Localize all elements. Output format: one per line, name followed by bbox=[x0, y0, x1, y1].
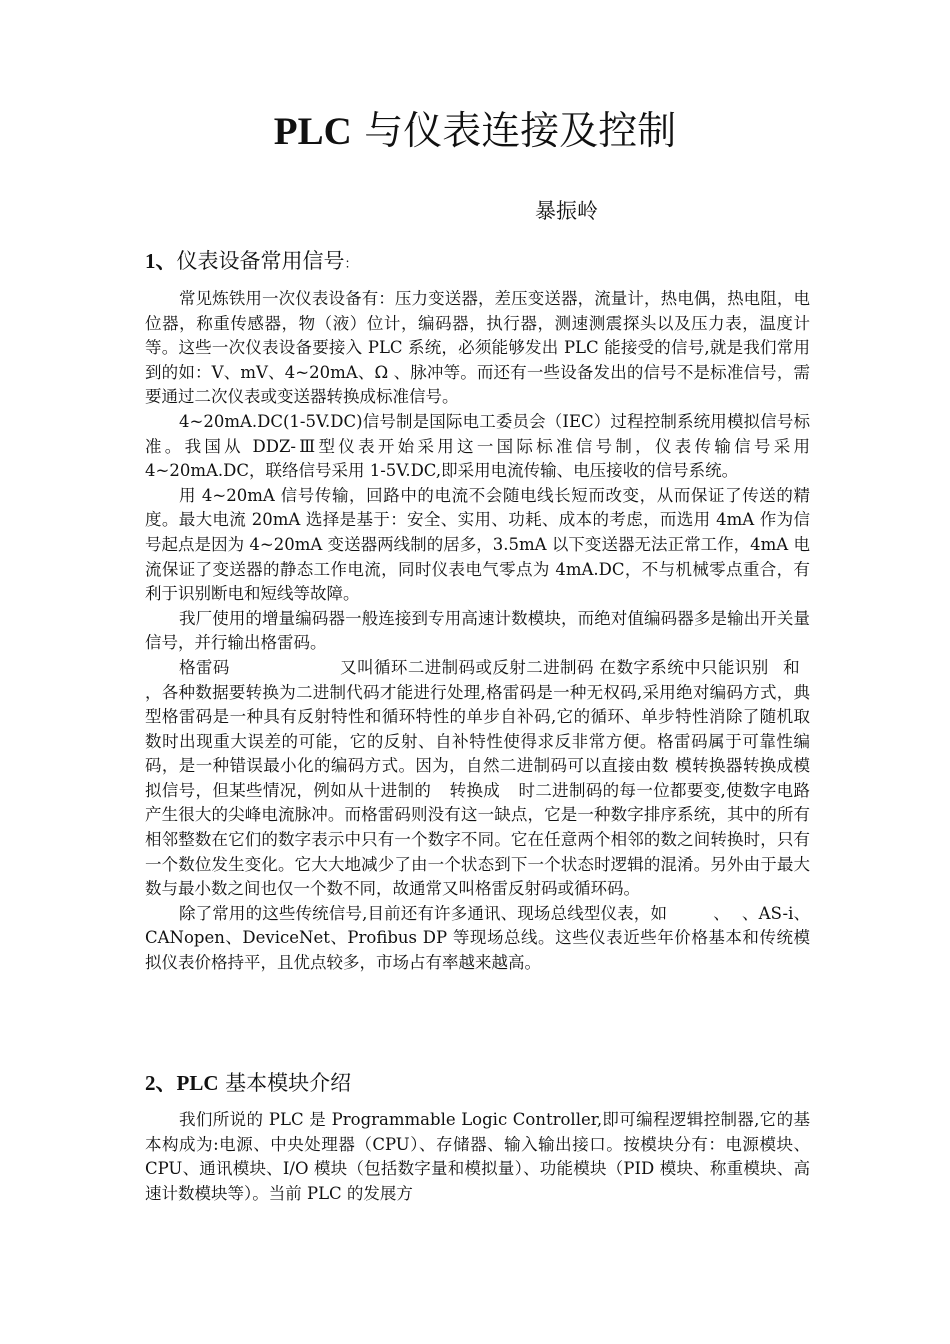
section-2-heading bbox=[145, 1068, 351, 1098]
section-1-heading bbox=[145, 246, 358, 280]
section-2-heading-text: 基本模块介绍 bbox=[218, 1071, 352, 1095]
section-2-body bbox=[145, 1108, 810, 1206]
section-1-body bbox=[145, 287, 810, 976]
author-name: 暴振岭 bbox=[535, 199, 598, 223]
paragraph-encoders: 我厂使用的增量编码器一般连接到专用高速计数模块，而绝对值编码器多是输出开关量信号，并行输出格雷码。 bbox=[145, 608, 810, 653]
paragraph-fieldbus: 除了常用的这些传统信号,目前还有许多通讯、现场总线型仪表，如 、 、AS-i、CANopen、DeviceNet、Profibus DP 等现场总线。这些仪表近些年价格基本和传统模拟仪表价格持平，且优点较多，市场占有率越来越高。 bbox=[145, 903, 811, 973]
document-title bbox=[0, 106, 950, 158]
paragraph-instruments: 常见炼铁用一次仪表设备有：压力变送器，差压变送器，流量计，热电偶，热电阻，电位器，称重传感器，物（液）位计，编码器，执行器，测速测震探头以及压力表，温度计等。这些一次仪表设备要接入 PLC 系统，必须能够发出 PLC 能接受的信号,就是我们常用到的如：V、mV、4~20mA、Ω 、脉冲等。而还有一些设备发出的信号不是标准信号，需要通过二次仪表或变送器转换成标准信号。 bbox=[145, 289, 810, 407]
title-text: 与仪表连接及控制 bbox=[351, 109, 677, 154]
title-latin: PLC bbox=[273, 110, 352, 153]
section-2-number: 2、PLC bbox=[145, 1071, 219, 1095]
paragraph-plc-modules: 我们所说的 PLC 是 Programmable Logic Controller,即可编程逻辑控制器,它的基本构成为:电源、中央处理器（CPU）、存储器、输入输出接口。按模块分有：电源模块、CPU、通讯模块、I/O 模块（包括数字量和模拟量）、功能模块（PID 模块、称重模块、高速计数模块等）。当前 PLC 的发展方 bbox=[145, 1110, 810, 1203]
paragraph-gray-code: 格雷码 又叫循环二进制码或反射二进制码 在数字系统中只能识别 和，各种数据要转换为二进制代码才能进行处理,格雷码是一种无权码,采用绝对编码方式，典型格雷码是一种具有反射特性和循环特性的单步自补码,它的循环、单步特性消除了随机取数时出现重大误差的可能，它的反射、自补特性使得求反非常方便。格雷码属于可靠性编码，是一种错误最小化的编码方式。因为，自然二进制码可以直接由数 模转换器转换成模拟信号，但某些情况，例如从十进制的 转换成 时二进制码的每一位都要变,使数字电路产生很大的尖峰电流脉冲。而格雷码则没有这一缺点，它是一种数字排序系统，其中的所有相邻整数在它们的数字表示中只有一个数字不同。它在任意两个相邻的数之间转换时，只有一个数位发生变化。它大大地减少了由一个状态到下一个状态时逻辑的混淆。另外由于最大数与最小数之间也仅一个数不同，故通常又叫格雷反射码或循环码。 bbox=[145, 657, 811, 899]
paragraph-4-20ma-standard: 4~20mA.DC(1-5V.DC)信号制是国际电工委员会（IEC）过程控制系统用模拟信号标准。我国从 DDZ-Ⅲ型仪表开始采用这一国际标准信号制，仪表传输信号采用 4~20mA.DC，联络信号采用 1-5V.DC,即采用电流传输、电压接收的信号系统。 bbox=[145, 411, 810, 481]
section-1-heading-text: 仪表设备常用信号 bbox=[176, 249, 345, 273]
section-1-number: 1、 bbox=[145, 249, 177, 273]
paragraph-4-20ma-transmission: 用 4~20mA 信号传输，回路中的电流不会随电线长短而改变，从而保证了传送的精度。最大电流 20mA 选择是基于：安全、实用、功耗、成本的考虑，而选用 4mA 作为信号起点是因为 4~20mA 变送器两线制的居多，3.5mA 以下变送器无法正常工作，4mA 电流保证了变送器的静态工作电流，同时仪表电气零点为 4mA.DC，不与机械零点重合，有利于识别断电和短线等故障。 bbox=[145, 485, 810, 604]
section-1-heading-suffix: ： bbox=[344, 257, 358, 272]
